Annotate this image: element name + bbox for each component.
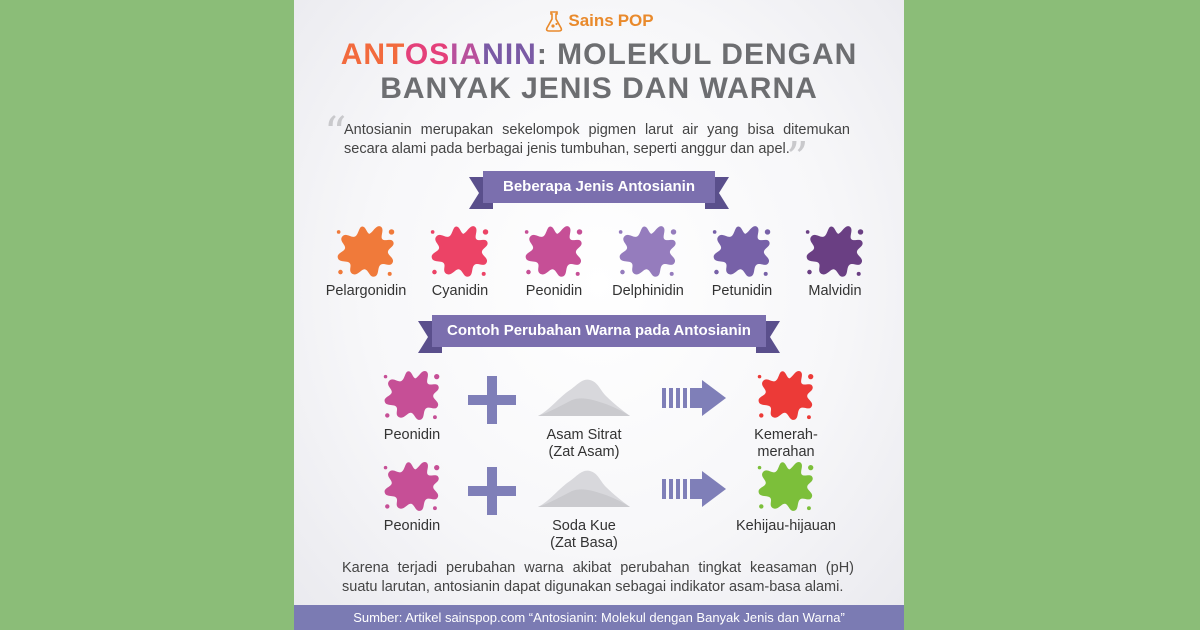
splat-malvidin-icon: [804, 221, 866, 281]
sainspop-logo: [294, 10, 904, 32]
splat-peonidin-icon: [523, 221, 585, 281]
splat-delphinidin-icon: [617, 221, 679, 281]
section-title-examples: Contoh Perubahan Warna pada Antosianin: [447, 322, 751, 339]
splat-cyanidin-icon: [429, 221, 491, 281]
section-ribbon-types: [469, 169, 729, 213]
splat-pelargonidin-icon: [335, 221, 397, 281]
example-reagent-type-label: (Zat Basa): [550, 535, 618, 551]
splat-petunidin-icon: [711, 221, 773, 281]
type-label: Delphinidin: [612, 283, 684, 299]
splat-result-icon: [756, 366, 816, 424]
title-line-2: BANYAK JENIS DAN WARNA: [380, 72, 818, 105]
type-label: Pelargonidin: [325, 283, 407, 299]
type-label: Cyanidin: [431, 283, 489, 299]
powder-pile-icon: [536, 463, 632, 511]
plus-icon: [468, 376, 516, 424]
example-result-label: Kehijau-hijauan: [736, 518, 836, 534]
intro-text: Antosianin merupakan sekelompok pigmen larut air yang bisa ditemukan secara alami pada berbagai jenis tumbuhan, seperti anggur dan apel.: [344, 122, 850, 157]
example-reagent-label: Soda Kue: [552, 518, 616, 534]
type-label: Peonidin: [525, 283, 583, 299]
splat-pigment-icon: [382, 457, 442, 515]
example-result-label: Kemerah-merahan: [754, 427, 818, 460]
title-part-3: IA: [450, 38, 483, 71]
example-reagent-type-label: (Zat Asam): [548, 444, 620, 460]
page-title: [294, 38, 904, 106]
logo-text-pop: POP: [617, 11, 654, 30]
section-ribbon-examples: [418, 313, 780, 357]
example-reagent-label: Asam Sitrat: [546, 427, 622, 443]
title-rest: : MOLEKUL DENGAN: [536, 38, 858, 71]
title-part-1: ANT: [340, 38, 405, 71]
infographic-card: [294, 0, 904, 630]
example-pigment-label: Peonidin: [383, 518, 441, 534]
example-pigment-label: Peonidin: [383, 427, 441, 443]
plus-icon: [468, 467, 516, 515]
open-quote-icon: “: [324, 108, 347, 159]
splat-result-icon: [756, 457, 816, 515]
title-part-2: OS: [404, 38, 451, 71]
type-label: Petunidin: [711, 283, 773, 299]
close-quote-icon: ”: [786, 133, 809, 184]
arrow-right-icon: [662, 469, 728, 509]
type-label: Malvidin: [808, 283, 862, 299]
splat-pigment-icon: [382, 366, 442, 424]
source-footer: Sumber: Artikel sainspop.com “Antosianin: Molekul dengan Banyak Jenis dan Warna”: [294, 605, 904, 630]
powder-pile-icon: [536, 372, 632, 420]
title-part-4: NIN: [482, 38, 537, 71]
flask-icon: [544, 10, 564, 32]
logo-text-sains: Sains: [568, 11, 614, 30]
arrow-right-icon: [662, 378, 728, 418]
conclusion-text: Karena terjadi perubahan warna akibat perubahan tingkat keasaman (pH) suatu larutan, antosianin dapat digunakan sebagai indikator asam-basa alami.: [342, 560, 854, 595]
section-title-types: Beberapa Jenis Antosianin: [503, 178, 695, 195]
